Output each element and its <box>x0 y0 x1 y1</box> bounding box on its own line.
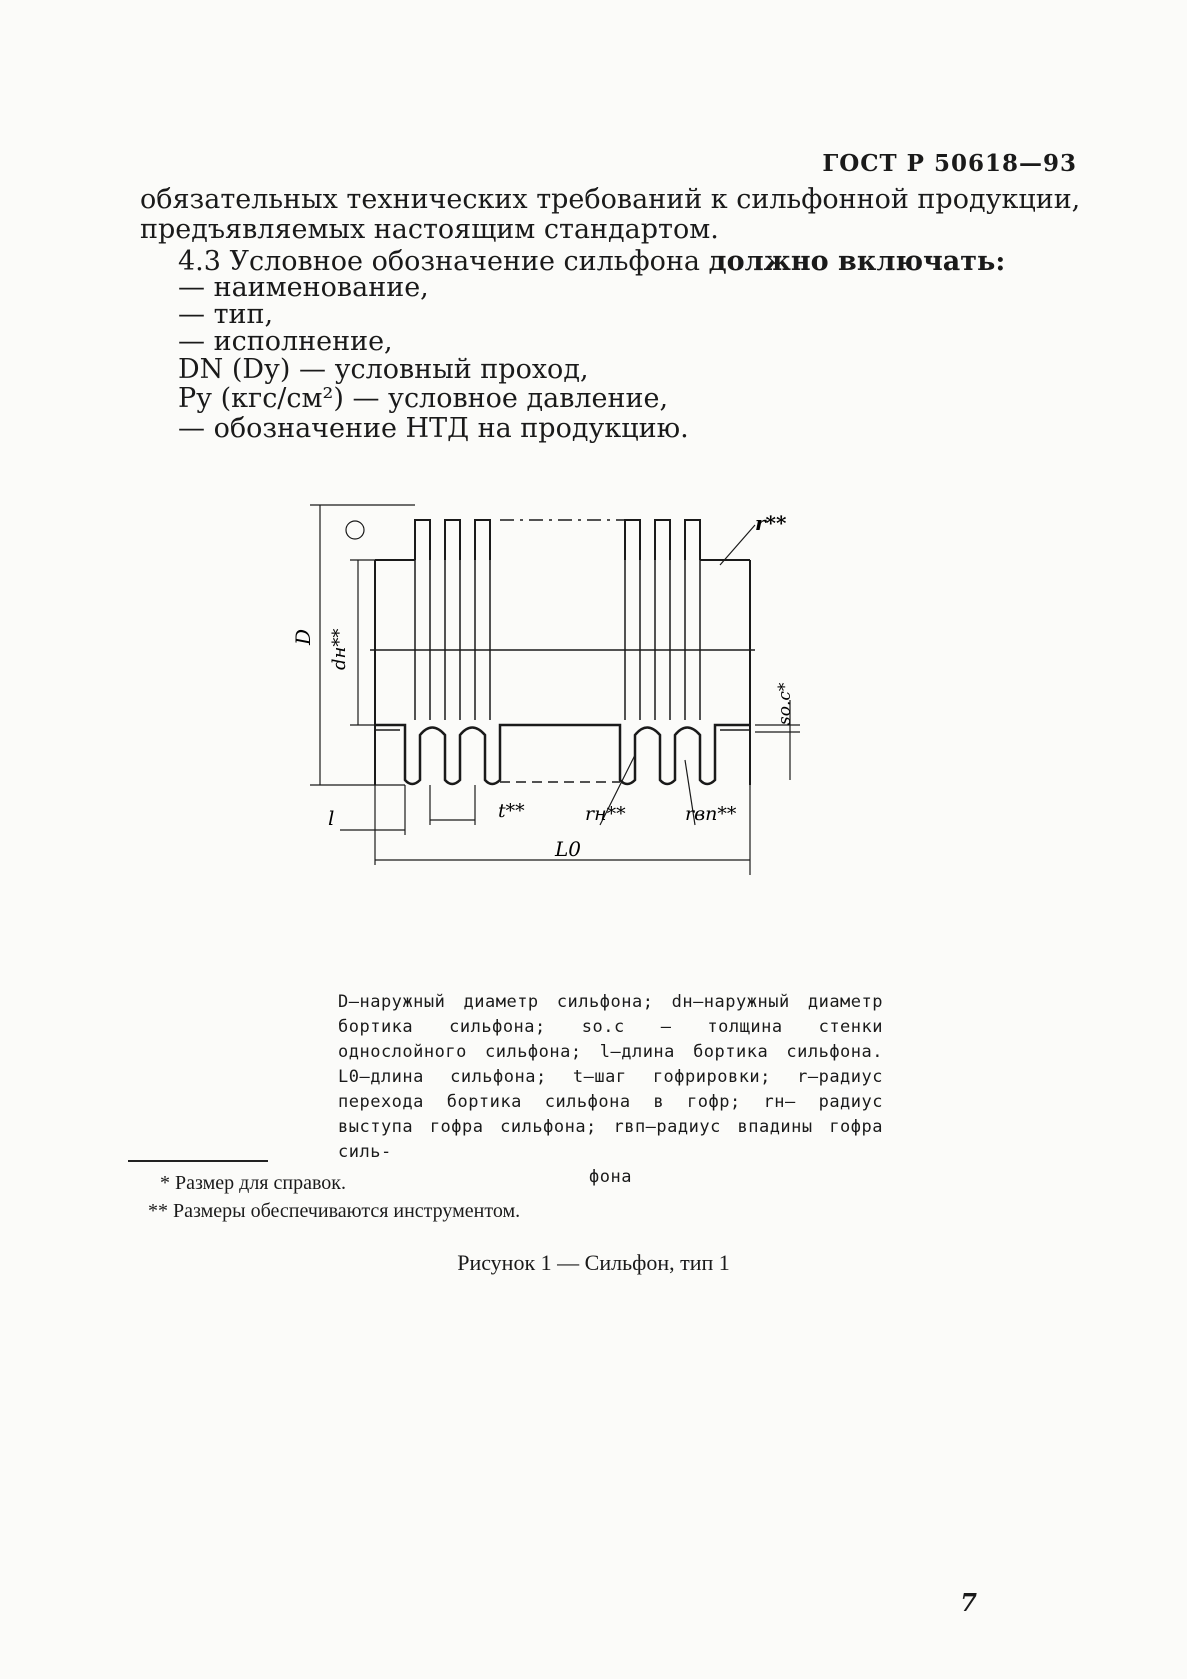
dimension-D <box>310 505 415 785</box>
footnote-2: ** Размеры обеспечиваются инструментом. <box>148 1200 521 1222</box>
label-s: sо.с* <box>775 682 795 725</box>
corrugation-lines-right <box>625 560 700 720</box>
dimension-l <box>340 785 405 865</box>
top-corrugation-3 <box>475 520 490 560</box>
top-corrugation-1 <box>415 520 430 560</box>
label-rvp: rвп** <box>685 803 737 825</box>
label-l: l <box>328 806 335 830</box>
label-L0: L0 <box>555 837 582 861</box>
label-dn: dн** <box>329 628 350 670</box>
dimension-t <box>430 785 475 825</box>
paragraph-line: предъявляемых настоящим стандартом. <box>140 214 719 245</box>
bottom-profile <box>375 725 750 784</box>
label-rn: rн** <box>585 803 626 825</box>
paragraph-line: обязательных технических требований к сильфонной продукции, <box>140 184 1081 215</box>
dimension-dn <box>350 560 375 725</box>
top-corrugation-5 <box>655 520 670 560</box>
label-r: r** <box>755 511 787 535</box>
page-number: 7 <box>960 1588 977 1617</box>
top-corrugation-6 <box>685 520 700 560</box>
end-walls <box>375 560 750 785</box>
intro-bold-text: должно включать: <box>708 246 1006 277</box>
list-item: — исполнение, <box>178 326 393 357</box>
legend-text: D—наружный диаметр сильфона; dн—наружный диаметр бортика сильфона; sо.с — толщина стенки однослойного сильфона; l—длина бортика сильфона. L0—длина сильфона; t—шаг гофрировки; r—радиус перехода бортика сильфона в гофр; rн— радиус выступа гофра сильфона; rвп—радиус впадины гофра силь- <box>338 992 883 1162</box>
legend-last-line: фона <box>589 1167 632 1187</box>
list-item: — обозначение НТД на продукцию. <box>178 413 689 444</box>
figure-legend <box>338 990 883 1190</box>
list-item: Pу (кгс/см²) — условное давление, <box>178 383 669 414</box>
label-D: D <box>291 628 315 645</box>
footnote-rule <box>128 1160 268 1162</box>
top-corrugation-4 <box>625 520 640 560</box>
intro-text: 4.3 Условное обозначение сильфона <box>178 246 709 277</box>
document-code: ГОСТ Р 50618—93 <box>822 150 1077 177</box>
detail-circle <box>346 521 364 539</box>
figure-caption: Рисунок 1 — Сильфон, тип 1 <box>457 1250 730 1275</box>
corrugation-lines-left <box>415 560 490 720</box>
footnote-1: * Размер для справок. <box>160 1172 346 1194</box>
list-item: DN (Dу) — условный проход, <box>178 354 589 385</box>
list-item: — тип, <box>178 299 274 330</box>
list-item: — наименование, <box>178 272 429 303</box>
top-corrugation-2 <box>445 520 460 560</box>
bellows-drawing <box>291 511 820 890</box>
label-t: t** <box>498 800 525 822</box>
dimension-L0 <box>375 785 750 875</box>
